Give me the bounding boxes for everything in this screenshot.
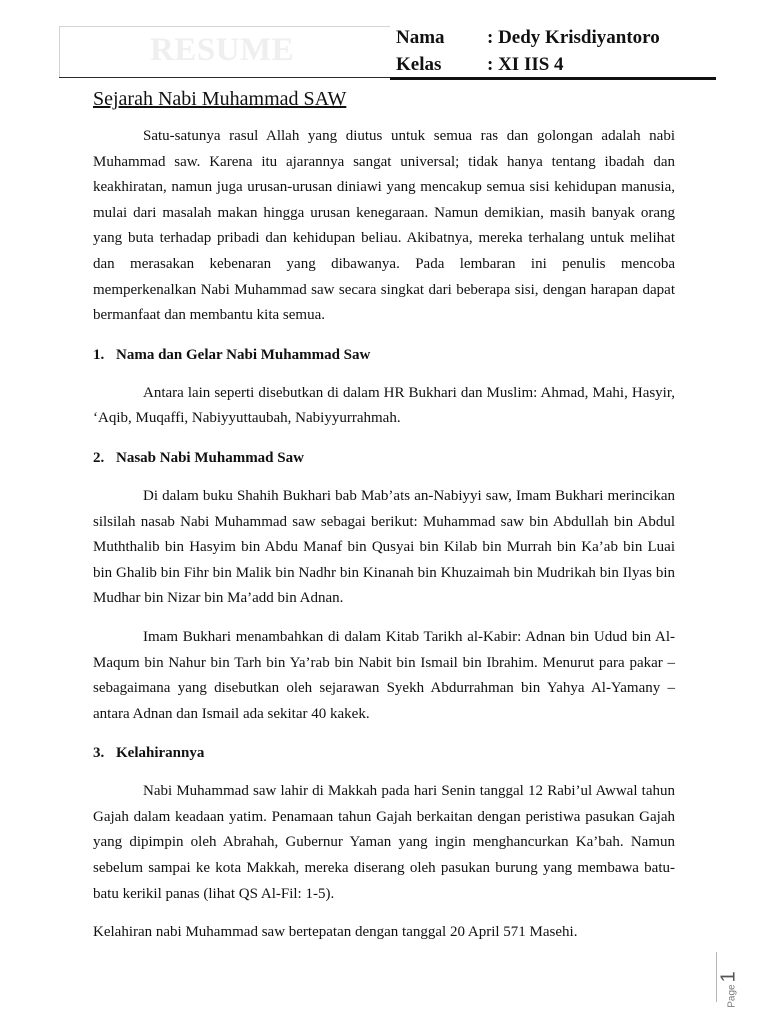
section-number: 2. <box>93 449 105 466</box>
page-word: Page <box>726 984 738 1008</box>
resume-watermark: RESUME <box>150 32 295 68</box>
section-title: Nasab Nabi Muhammad Saw <box>116 449 304 466</box>
section-paragraph: Di dalam buku Shahih Bukhari bab Mab’ats an-Nabiyyi saw, Imam Bukhari merincikan silsilah nasab Nabi Muhammad saw sebagai berikut: Muhammad saw bin Abdullah bin Abdul Muththalib bin Hasyim bin Abdu Manaf bin Qusyai bin Kilab bin Murrah bin Ka’ab bin Luai bin Ghalib bin Fihr bin Malik bin Nadhr bin Kinanah bin Khuzaimah bin Mudrikah bin Ilyas bin Mudhar bin Nizar bin Ma’add bin Adnan. <box>93 487 675 607</box>
document-body <box>93 85 675 959</box>
page-number: 1 <box>717 971 740 983</box>
page-number-label <box>718 971 741 1007</box>
document-title: Sejarah Nabi Muhammad SAW <box>93 88 347 110</box>
section-number: 3. <box>93 745 105 762</box>
section-paragraph: Antara lain seperti disebutkan di dalam HR Bukhari dan Muslim: Ahmad, Mahi, Hasyir, ‘Aqib, Muqaffi, Nabiyyuttaubah, Nabiyyurrahmah. <box>93 384 675 427</box>
student-info <box>396 27 660 81</box>
intro-paragraph: Satu-satunya rasul Allah yang diutus untuk semua ras dan golongan adalah nabi Muhammad saw. Karena itu ajarannya sangat universal; tidak hanya tentang ibadah dan keakhiratan, namun juga urusan-urusan diniawi yang mencakup semua sisi kehidupan manusia, mulai dari masalah makan hingga urusan kenegaraan. Namun demikian, masih banyak orang yang buta terhadap pribadi dan kehidupan beliau. Akibatnya, mereka terhalang untuk melihat dan merasakan kebenaran yang dibawanya. Pada lembaran ini penulis mencoba memperkenalkan Nabi Muhammad saw secara singkat dari beberapa sisi, dengan harapan dapat bermanfaat dan membantu kita semua. <box>93 128 675 324</box>
name-label: Nama <box>396 27 445 48</box>
section-heading <box>93 445 675 471</box>
section-number: 1. <box>93 346 105 363</box>
section-paragraph: Nabi Muhammad saw lahir di Makkah pada hari Senin tanggal 12 Rabi’ul Awwal tahun Gajah dalam keadaan yatim. Penamaan tahun Gajah berkaitan dengan peristiwa pasukan Gajah yang dipimpin oleh Abrahah, Gubernur Yaman yang ingin menghancurkan Ka’bah. Namun sebelum sampai ke kota Makkah, mereka diserang oleh pasukan burung yang membawa batu-batu kerikil panas (lihat QS Al-Fil: 1-5). <box>93 783 675 902</box>
class-value: : XI IIS 4 <box>487 54 564 75</box>
section-heading <box>93 740 675 766</box>
section-title: Nama dan Gelar Nabi Muhammad Saw <box>116 346 371 363</box>
section-paragraph: Imam Bukhari menambahkan di dalam Kitab Tarikh al-Kabir: Adnan bin Udud bin Al-Maqum bin Nahur bin Tarh bin Ya’rab bin Nabit bin Ismail bin Ibrahim. Menurut para pakar – sebagaimana yang disebutkan oleh sejarawan Syekh Abdurrahman bin Yahya Al-Yamany – antara Adnan dan Ismail ada sekitar 40 kakek. <box>93 628 675 722</box>
name-row <box>396 27 660 54</box>
section-heading <box>93 342 675 368</box>
header-divider-thick <box>390 77 716 80</box>
closing-paragraph: Kelahiran nabi Muhammad saw bertepatan dengan tanggal 20 April 571 Masehi. <box>93 924 578 941</box>
name-value: : Dedy Krisdiyantoro <box>487 27 660 48</box>
section-title: Kelahirannya <box>116 745 205 762</box>
class-label: Kelas <box>396 54 442 75</box>
